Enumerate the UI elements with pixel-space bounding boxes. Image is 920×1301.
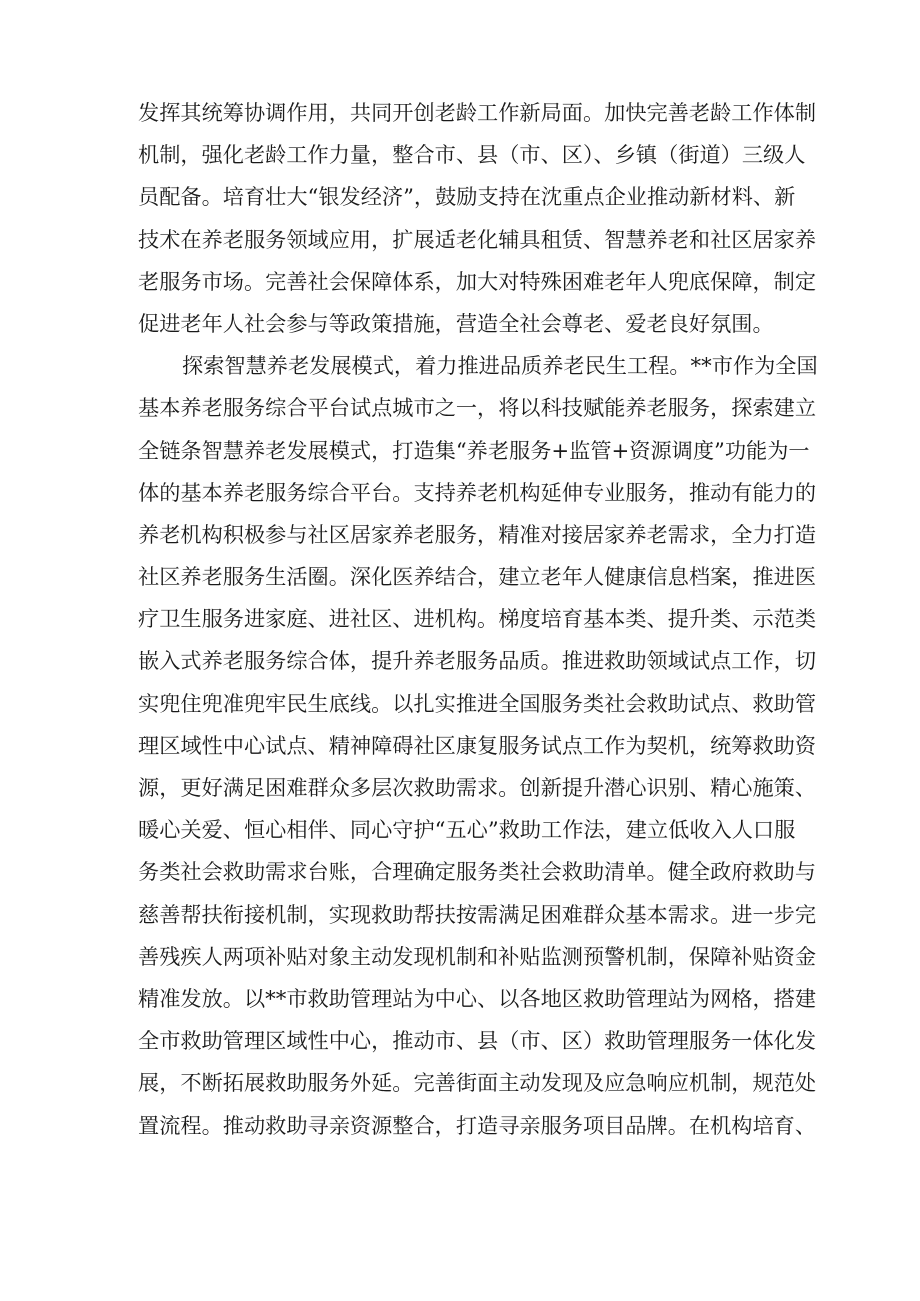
text-line: 理区域性中心试点、精神障碍社区康复服务试点工作为契机，统筹救助资	[138, 732, 817, 758]
text-line: 老服务市场。完善社会保障体系，加大对特殊困难老年人兜底保障，制定	[138, 268, 817, 294]
text-line: 体的基本养老服务综合平台。支持养老机构延伸专业服务，推动有能力的	[138, 479, 817, 505]
text-line: 促进老年人社会参与等政策措施，营造全社会尊老、爱老良好氛围。	[138, 310, 774, 336]
text-line: 善残疾人两项补贴对象主动发现机制和补贴监测预警机制，保障补贴资金	[138, 943, 817, 969]
paragraph-start-line: 探索智慧养老发展模式，着力推进品质养老民生工程。**市作为全国	[182, 353, 818, 379]
text-line: 展，不断拓展救助服务外延。完善街面主动发现及应急响应机制，规范处	[138, 1070, 817, 1096]
text-line: 疗卫生服务进家庭、进社区、进机构。梯度培育基本类、提升类、示范类	[138, 606, 817, 632]
text-line: 置流程。推动救助寻亲资源整合，打造寻亲服务项目品牌。在机构培育、	[138, 1112, 817, 1138]
text-line: 全链条智慧养老发展模式，打造集“养老服务+监管+资源调度”功能为一	[138, 437, 810, 463]
text-line: 暖心关爱、恒心相伴、同心守护“五心”救助工作法，建立低收入人口服	[138, 817, 796, 843]
text-line: 务类社会救助需求台账，合理确定服务类社会救助清单。健全政府救助与	[138, 859, 817, 885]
text-line: 技术在养老服务领域应用，扩展适老化辅具租赁、智慧养老和社区居家养	[138, 226, 817, 252]
text-line: 嵌入式养老服务综合体，提升养老服务品质。推进救助领域试点工作，切	[138, 648, 817, 674]
text-line: 员配备。培育壮大“银发经济”，鼓励支持在沈重点企业推动新材料、新	[138, 184, 796, 210]
text-line: 社区养老服务生活圈。深化医养结合，建立老年人健康信息档案，推进医	[138, 564, 817, 590]
text-line: 机制，强化老龄工作力量，整合市、县（市、区）、乡镇（街道）三级人	[138, 142, 806, 168]
text-line: 精准发放。以**市救助管理站为中心、以各地区救助管理站为网格，搭建	[138, 985, 817, 1011]
text-line: 基本养老服务综合平台试点城市之一，将以科技赋能养老服务，探索建立	[138, 395, 817, 421]
text-line: 实兜住兜准兜牢民生底线。以扎实推进全国服务类社会救助试点、救助管	[138, 690, 817, 716]
text-line: 源，更好满足困难群众多层次救助需求。创新提升潜心识别、精心施策、	[138, 775, 817, 800]
text-line: 养老机构积极参与社区居家养老服务，精准对接居家养老需求，全力打造	[138, 521, 817, 547]
text-line: 发挥其统筹协调作用，共同开创老龄工作新局面。加快完善老龄工作体制	[138, 100, 817, 125]
body-text	[138, 92, 818, 1147]
text-line: 全市救助管理区域性中心，推动市、县（市、区）救助管理服务一体化发	[138, 1028, 817, 1054]
text-line: 慈善帮扶衔接机制，实现救助帮扶按需满足困难群众基本需求。进一步完	[138, 901, 817, 927]
